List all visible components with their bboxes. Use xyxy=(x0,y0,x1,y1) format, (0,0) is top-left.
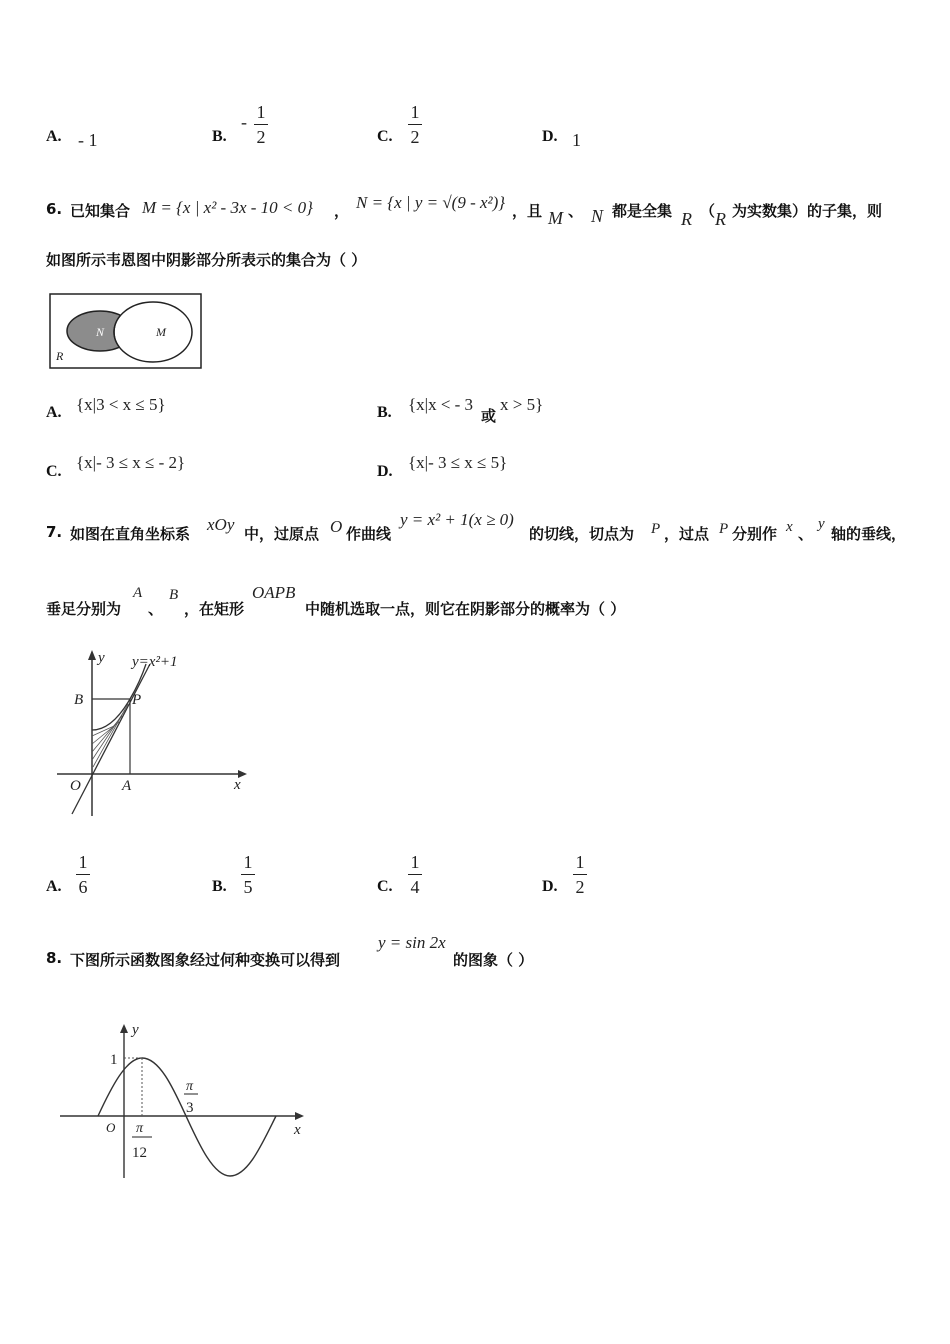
q8-graph-pi-3-den: 3 xyxy=(186,1100,194,1116)
q8-number: 8. xyxy=(46,949,63,967)
q7-p-symbol: P xyxy=(651,521,661,537)
q7-option-b-fraction xyxy=(241,852,255,897)
q5-option-c-label: C. xyxy=(377,128,393,145)
tangent-line xyxy=(72,664,150,814)
q6-option-d-label: D. xyxy=(377,463,393,480)
q7-oapb: OAPB xyxy=(252,583,296,602)
q5-option-d-label: D. xyxy=(542,128,558,145)
q7-option-c-fraction xyxy=(408,852,422,897)
q7-graph-y-label: y xyxy=(98,650,105,666)
q7-xoy: xOy xyxy=(207,515,235,534)
q6-option-b-value-a: {x|x < - 3 xyxy=(408,395,474,414)
q8-text-2: 的图象（ ） xyxy=(453,951,534,969)
q7-graph-p-label: P xyxy=(132,692,142,708)
q7-option-b-label: B. xyxy=(212,878,227,895)
q7-text-2: 中，过原点 xyxy=(244,525,320,543)
q7-curve: y = x² + 1(x ≥ 0) xyxy=(400,510,514,529)
q8-graph-x-label: x xyxy=(294,1122,301,1138)
q5-option-b-label: B. xyxy=(212,128,227,145)
q7-option-d-num: 1 xyxy=(575,852,585,872)
x-axis-arrow xyxy=(295,1112,304,1120)
q7-b-symbol: B xyxy=(169,587,179,603)
q8-sine-graph xyxy=(56,1018,312,1184)
q6-separator: 、 xyxy=(568,202,584,220)
q8-graph-y-label: y xyxy=(132,1022,139,1038)
q6-option-b-value-b: x > 5} xyxy=(500,395,544,414)
q7-number: 7. xyxy=(46,523,63,541)
q8-function: y = sin 2x xyxy=(378,933,446,952)
q7-option-d-den: 2 xyxy=(575,877,585,897)
q7-text-5: ，过点 xyxy=(664,525,710,543)
q7-option-a-den: 6 xyxy=(78,877,88,897)
q6-venn-diagram xyxy=(48,292,204,372)
q7-o-symbol: O xyxy=(330,517,343,536)
q6-r-symbol: R xyxy=(681,209,692,229)
q6-option-d-value: {x|- 3 ≤ x ≤ 5} xyxy=(408,453,508,472)
q7-text-7: 轴的垂线， xyxy=(831,525,907,543)
q7-line2-text-3: 中随机选取一点，则它在阴影部分的概率为（ ） xyxy=(305,600,626,618)
q7-option-d-fraction xyxy=(573,852,587,897)
q5-option-d-value: 1 xyxy=(572,130,581,150)
q6-option-a-label: A. xyxy=(46,404,62,421)
q7-option-b-num: 1 xyxy=(243,852,253,872)
q5-option-b-den: 2 xyxy=(256,127,266,147)
q5-option-b-num: 1 xyxy=(256,102,266,122)
q5-option-c-den: 2 xyxy=(410,127,420,147)
q7-text-4: 的切线，切点为 xyxy=(529,525,635,543)
q6-text-5: 为实数集）的子集，则 xyxy=(732,202,883,220)
venn-label-n: N xyxy=(96,325,105,339)
q8-text-1: 下图所示函数图象经过何种变换可以得到 xyxy=(70,951,341,969)
q6-r-symbol-2: R xyxy=(715,209,726,229)
q7-graph-curve-label: y=x²+1 xyxy=(132,654,178,670)
q7-text-3: 作曲线 xyxy=(346,525,392,543)
shaded-hatching xyxy=(92,704,128,767)
set-m-ellipse xyxy=(114,302,192,362)
q6-m-symbol: M xyxy=(548,208,563,228)
q7-line2-text-2: ，在矩形 xyxy=(184,600,245,618)
q7-option-d-label: D. xyxy=(542,878,558,895)
venn-label-m: M xyxy=(156,325,166,339)
q7-option-a-label: A. xyxy=(46,878,62,895)
q7-graph-x-label: x xyxy=(234,777,241,793)
q6-option-b-label: B. xyxy=(377,404,392,421)
q6-text-2: ，且 xyxy=(512,202,543,220)
q5-option-b-sign: - xyxy=(241,112,247,132)
q7-graph-o-label: O xyxy=(70,778,81,794)
q8-graph-origin: O xyxy=(106,1120,116,1135)
q7-option-a-fraction xyxy=(76,852,90,897)
q7-option-c-label: C. xyxy=(377,878,393,895)
q7-y-symbol: y xyxy=(818,516,825,532)
q7-a-symbol: A xyxy=(133,585,143,601)
q7-option-a-num: 1 xyxy=(78,852,88,872)
q6-comma: ， xyxy=(334,202,350,220)
q8-graph-pi-12-num: π xyxy=(136,1121,144,1136)
q6-option-c-label: C. xyxy=(46,463,62,480)
q8-graph-pi-12-den: 12 xyxy=(132,1145,147,1161)
q6-line-2: 如图所示韦恩图中阴影部分所表示的集合为（ ） xyxy=(46,251,367,269)
q6-option-c-value: {x|- 3 ≤ x ≤ - 2} xyxy=(76,453,186,472)
q7-line2-text-1: 垂足分别为 xyxy=(46,600,122,618)
q7-text-1: 如图在直角坐标系 xyxy=(70,525,191,543)
q8-graph-one: 1 xyxy=(110,1052,118,1068)
q7-p-symbol-2: P xyxy=(719,521,729,537)
q7-separator: 、 xyxy=(798,525,814,543)
q8-graph-pi-3-num: π xyxy=(186,1079,194,1094)
q6-number: 6. xyxy=(46,200,63,218)
q6-text-3: 都是全集 xyxy=(612,202,673,220)
q7-line2-separator: 、 xyxy=(148,600,164,618)
q7-graph-b-label: B xyxy=(74,692,84,708)
q6-option-a-value: {x|3 < x ≤ 5} xyxy=(76,395,166,414)
venn-label-r: R xyxy=(56,349,64,363)
q7-option-c-num: 1 xyxy=(410,852,420,872)
q7-graph-a-label: A xyxy=(122,778,132,794)
y-axis-arrow xyxy=(88,650,96,660)
q6-option-b-or: 或 xyxy=(481,407,497,425)
q5-option-c-num: 1 xyxy=(410,102,420,122)
q5-option-a-label: A. xyxy=(46,128,62,145)
q7-x-symbol: x xyxy=(786,519,793,535)
q7-text-6: 分别作 xyxy=(732,525,778,543)
q6-set-n: N = {x | y = √(9 - x²)} xyxy=(356,193,506,212)
q6-n-symbol: N xyxy=(591,206,604,226)
q5-option-a-value: - 1 xyxy=(78,130,98,150)
y-axis-arrow xyxy=(120,1024,128,1033)
q7-graph xyxy=(52,644,262,822)
q7-option-c-den: 4 xyxy=(410,877,420,897)
q6-text-1: 已知集合 xyxy=(70,202,131,220)
q5-option-b-fraction xyxy=(254,102,268,147)
q5-option-c-fraction xyxy=(408,102,422,147)
q6-set-m: M = {x | x² - 3x - 10 < 0} xyxy=(142,198,313,217)
q7-option-b-den: 5 xyxy=(243,877,253,897)
q6-text-4: （ xyxy=(700,202,716,220)
